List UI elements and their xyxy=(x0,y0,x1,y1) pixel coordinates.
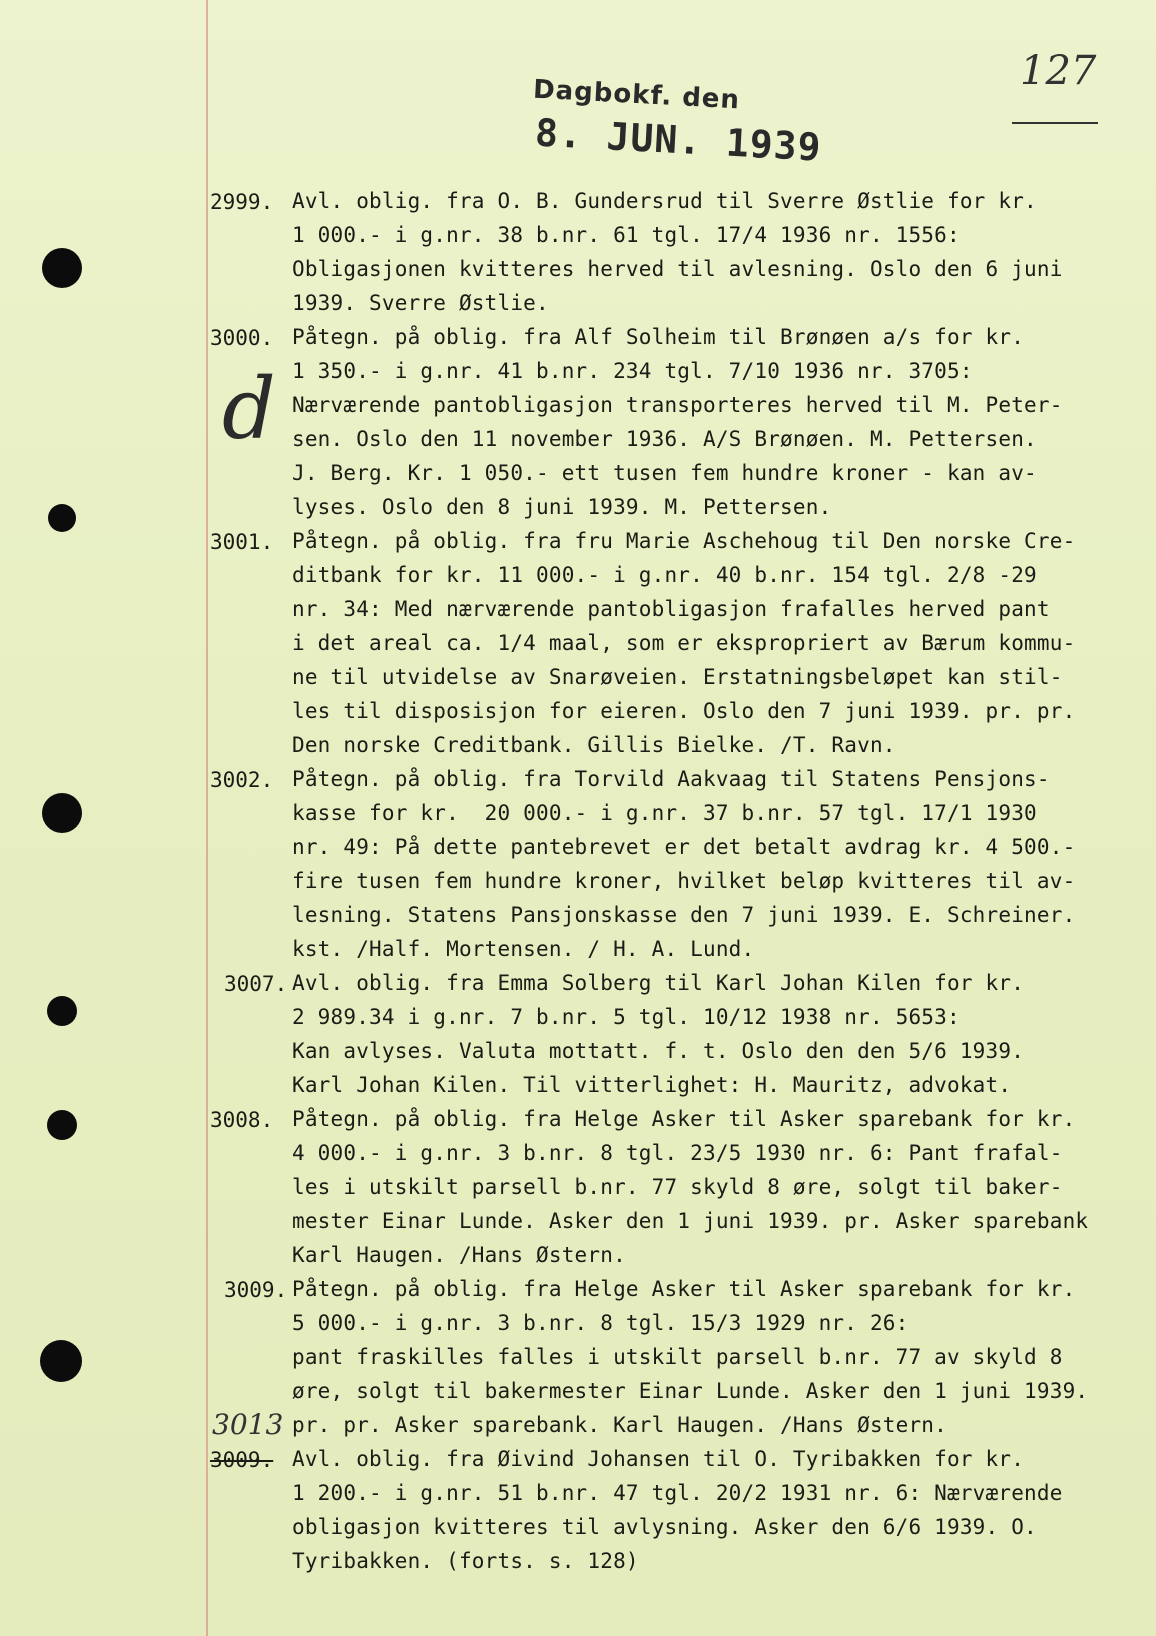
page-number: 127 xyxy=(1020,48,1097,94)
entry-line: sen. Oslo den 11 november 1936. A/S Brønøen. M. Pettersen. xyxy=(292,427,1037,451)
binder-hole xyxy=(42,248,82,288)
entry-line: 2 989.34 i g.nr. 7 b.nr. 5 tgl. 10/12 1938 nr. 5653: xyxy=(292,1005,960,1029)
entry-line: Påtegn. på oblig. fra Helge Asker til Asker sparebank for kr. xyxy=(292,1277,1076,1301)
entry-line: Kan avlyses. Valuta mottatt. f. t. Oslo den den 5/6 1939. xyxy=(292,1039,1025,1063)
margin-rule xyxy=(206,0,208,1636)
entry-line: Påtegn. på oblig. fra Torvild Aakvaag til Statens Pensjons- xyxy=(292,767,1050,791)
entry-line: les til disposisjon for eieren. Oslo den 7 juni 1939. pr. pr. xyxy=(292,699,1076,723)
entry-number: 3009. xyxy=(210,1448,274,1472)
binder-hole xyxy=(47,996,77,1026)
binder-hole xyxy=(42,793,82,833)
entry-number: 3001. xyxy=(210,530,274,554)
binder-hole xyxy=(40,1340,82,1382)
entry-line: Den norske Creditbank. Gillis Bielke. /T. Ravn. xyxy=(292,733,896,757)
entry-number: 3008. xyxy=(210,1108,274,1132)
binder-hole xyxy=(48,504,76,532)
date-stamp-date: 8. JUN. 1939 xyxy=(534,110,823,170)
entry-line: i det areal ca. 1/4 maal, som er ekspropriert av Bærum kommu- xyxy=(292,631,1076,655)
entry-line: fire tusen fem hundre kroner, hvilket beløp kvitteres til av- xyxy=(292,869,1076,893)
entry-line: Avl. oblig. fra Øivind Johansen til O. Tyribakken for kr. xyxy=(292,1447,1025,1471)
entry-line: nr. 49: På dette pantebrevet er det betalt avdrag kr. 4 500.- xyxy=(292,835,1076,859)
entry-line: 1 200.- i g.nr. 51 b.nr. 47 tgl. 20/2 1931 nr. 6: Nærværende xyxy=(292,1481,1063,1505)
handwritten-d-mark: d xyxy=(222,360,276,458)
entry-line: les i utskilt parsell b.nr. 77 skyld 8 øre, solgt til baker- xyxy=(292,1175,1063,1199)
entry-line: Påtegn. på oblig. fra fru Marie Aschehoug til Den norske Cre- xyxy=(292,529,1076,553)
entry-line: Obligasjonen kvitteres herved til avlesning. Oslo den 6 juni xyxy=(292,257,1063,281)
entry-line: ne til utvidelse av Snarøveien. Erstatningsbeløpet kan stil- xyxy=(292,665,1063,689)
entry-line: Avl. oblig. fra Emma Solberg til Karl Johan Kilen for kr. xyxy=(292,971,1025,995)
entry-line: Karl Haugen. /Hans Østern. xyxy=(292,1243,626,1267)
entry-line: 1939. Sverre Østlie. xyxy=(292,291,549,315)
entry-line: Påtegn. på oblig. fra Alf Solheim til Brønøen a/s for kr. xyxy=(292,325,1025,349)
entry-line: Nærværende pantobligasjon transporteres herved til M. Peter- xyxy=(292,393,1063,417)
entry-number: 2999. xyxy=(210,190,274,214)
entry-line: obligasjon kvitteres til avlysning. Asker den 6/6 1939. O. xyxy=(292,1515,1037,1539)
entry-line: kasse for kr. 20 000.- i g.nr. 37 b.nr. 57 tgl. 17/1 1930 xyxy=(292,801,1037,825)
entry-line: J. Berg. Kr. 1 050.- ett tusen fem hundre kroner - kan av- xyxy=(292,461,1037,485)
entry-number: 3002. xyxy=(210,768,274,792)
entry-number: 3009. xyxy=(224,1278,288,1302)
entry-line: lesning. Statens Pansjonskasse den 7 juni 1939. E. Schreiner. xyxy=(292,903,1076,927)
entry-line: Avl. oblig. fra O. B. Gundersrud til Sverre Østlie for kr. xyxy=(292,189,1037,213)
entry-number: 3000. xyxy=(210,326,274,350)
entry-line: 4 000.- i g.nr. 3 b.nr. 8 tgl. 23/5 1930 nr. 6: Pant frafal- xyxy=(292,1141,1063,1165)
entry-line: Karl Johan Kilen. Til vitterlighet: H. Mauritz, advokat. xyxy=(292,1073,1012,1097)
entry-number: 3007. xyxy=(224,972,288,996)
entry-line: nr. 34: Med nærværende pantobligasjon frafalles herved pant xyxy=(292,597,1050,621)
entry-line: Tyribakken. (forts. s. 128) xyxy=(292,1549,639,1573)
entry-line: mester Einar Lunde. Asker den 1 juni 1939. pr. Asker sparebank xyxy=(292,1209,1089,1233)
binder-hole xyxy=(47,1110,77,1140)
entry-line: pant fraskilles falles i utskilt parsell b.nr. 77 av skyld 8 xyxy=(292,1345,1063,1369)
date-stamp-label: Dagbokf. den xyxy=(532,74,741,116)
entry-line: pr. pr. Asker sparebank. Karl Haugen. /Hans Østern. xyxy=(292,1413,947,1437)
entry-line: øre, solgt til bakermester Einar Lunde. Asker den 1 juni 1939. xyxy=(292,1379,1089,1403)
corrected-entry-number: 3013 xyxy=(212,1408,284,1441)
page-number-underline xyxy=(1012,122,1098,124)
entry-line: kst. /Half. Mortensen. / H. A. Lund. xyxy=(292,937,755,961)
entry-line: lyses. Oslo den 8 juni 1939. M. Pettersen. xyxy=(292,495,832,519)
entry-line: ditbank for kr. 11 000.- i g.nr. 40 b.nr. 154 tgl. 2/8 -29 xyxy=(292,563,1037,587)
entry-line: 1 000.- i g.nr. 38 b.nr. 61 tgl. 17/4 1936 nr. 1556: xyxy=(292,223,960,247)
entry-line: Påtegn. på oblig. fra Helge Asker til Asker sparebank for kr. xyxy=(292,1107,1076,1131)
entry-line: 5 000.- i g.nr. 3 b.nr. 8 tgl. 15/3 1929 nr. 26: xyxy=(292,1311,909,1335)
entry-line: 1 350.- i g.nr. 41 b.nr. 234 tgl. 7/10 1936 nr. 3705: xyxy=(292,359,973,383)
